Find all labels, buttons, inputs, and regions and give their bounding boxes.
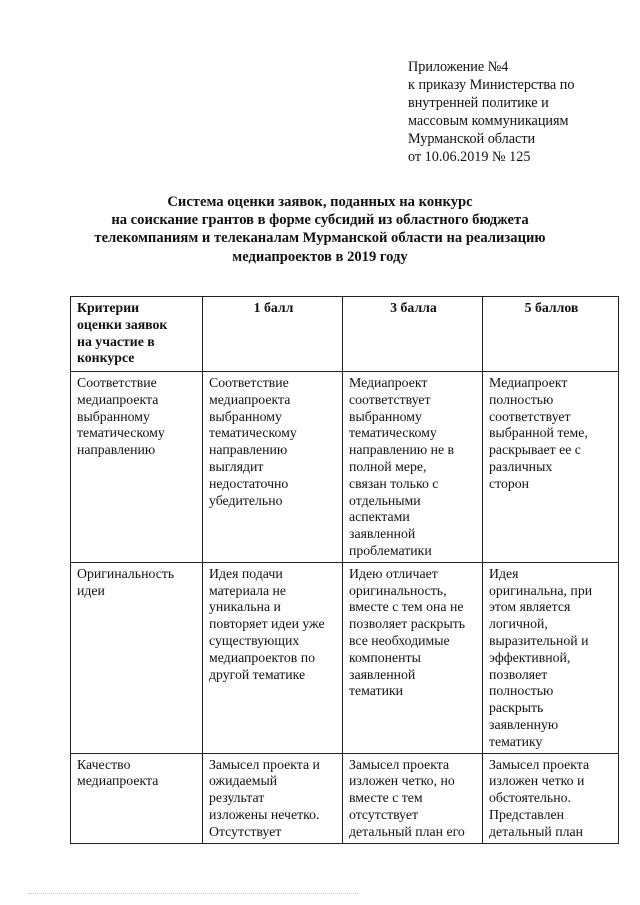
cell-text-line: тематику <box>489 733 543 749</box>
cell-text-line: убедительно <box>209 492 283 508</box>
cell-text-line: выбранному <box>77 408 150 424</box>
cell-text-line: медиапроекта <box>77 773 159 789</box>
appendix-line: к приказу Министерства по <box>408 77 575 94</box>
cell-text-line: проблематики <box>349 542 432 558</box>
cell-text-line: компоненты <box>349 649 421 665</box>
cell-text-line: Качество <box>77 756 131 772</box>
title-line: на соискание грантов в форме субсидий из областного бюджета <box>111 212 529 229</box>
cell-text-line: оригинальна, при <box>489 582 593 598</box>
cell-text-line: логичной, <box>489 616 548 632</box>
cell-text-line: Идею отличает <box>349 565 438 581</box>
cell-text-line: эффективной, <box>489 649 571 665</box>
cell-text-line: другой тематике <box>209 666 306 682</box>
cell-text-line: связан только с <box>349 475 439 491</box>
cell-text-line: недостаточно <box>209 475 289 491</box>
score-description-cell <box>203 562 343 753</box>
criterion-cell <box>71 372 203 563</box>
cell-text-line: Замысел проекта и <box>209 756 320 772</box>
cell-text-line: Представлен <box>489 806 564 822</box>
cell-text-line: выбранному <box>209 408 282 424</box>
cell-text-line: Идея подачи <box>209 565 283 581</box>
cell-text-line: позволяет <box>489 666 548 682</box>
cell-text-line: направлению <box>77 442 156 458</box>
cell-text-line: Соответствие <box>209 375 289 390</box>
header-line: на участие в <box>77 333 155 349</box>
score-description-cell <box>203 372 343 563</box>
cell-text-line: вместе с тем она не <box>349 599 464 615</box>
cell-text-line: соответствует <box>489 408 571 424</box>
cell-text-line: аспектами <box>349 509 410 525</box>
cell-text-line: заявленной <box>349 666 416 682</box>
title-line: телекомпаниям и телеканалам Мурманской области на реализацию <box>94 230 546 247</box>
header-line: конкурсе <box>77 350 135 366</box>
document-title <box>40 193 600 266</box>
cell-text-line: медиапроекта <box>209 391 291 407</box>
cell-text-line: полностью <box>489 683 554 699</box>
header-score-3 <box>343 297 483 372</box>
table-row <box>71 372 619 563</box>
cell-text-line: вместе с тем <box>349 790 423 806</box>
cell-text-line: позволяет раскрыть <box>349 616 466 632</box>
cell-text-line: изложен четко и <box>489 773 585 789</box>
scan-artifact <box>28 893 358 898</box>
cell-text-line: направлению <box>209 442 288 458</box>
header-line: Критерии <box>77 300 140 315</box>
cell-text-line: отсутствует <box>349 806 419 822</box>
cell-text-line: заявленной <box>349 526 416 542</box>
cell-text-line: тематическому <box>349 425 437 441</box>
cell-text-line: Замысел проекта <box>349 756 450 772</box>
evaluation-table <box>70 296 619 844</box>
cell-text-line: отдельными <box>349 492 421 508</box>
title-line: медиапроектов в 2019 году <box>232 248 408 265</box>
cell-text-line: материала не <box>209 582 287 598</box>
cell-text-line: выбранному <box>349 408 422 424</box>
appendix-line: Мурманской области <box>408 131 536 148</box>
cell-text-line: существующих <box>209 632 300 648</box>
cell-text-line: выразительной и <box>489 632 589 648</box>
cell-text-line: детальный план его <box>349 823 465 839</box>
cell-text-line: сторон <box>489 475 530 491</box>
cell-text-line: оригинальность, <box>349 582 447 598</box>
cell-text-line: Медиапроект <box>489 375 568 390</box>
header-score-1 <box>203 297 343 372</box>
cell-text-line: раскрыть <box>489 700 544 716</box>
score-description-cell <box>483 562 619 753</box>
cell-text-line: заявленную <box>489 716 559 732</box>
cell-text-line: выбранной теме, <box>489 425 588 441</box>
cell-text-line: полной мере, <box>349 458 427 474</box>
cell-text-line: направлению не в <box>349 442 455 458</box>
score-description-cell <box>343 562 483 753</box>
header-score-5 <box>483 297 619 372</box>
table-row <box>71 753 619 843</box>
cell-text-line: медиапроектов по <box>209 649 316 665</box>
score-description-cell <box>483 753 619 843</box>
header-line: оценки заявок <box>77 316 168 332</box>
cell-text-line: тематическому <box>209 425 297 441</box>
header-criteria <box>71 297 203 372</box>
header-line: 3 балла <box>390 300 437 315</box>
cell-text-line: соответствует <box>349 391 431 407</box>
appendix-line: от 10.06.2019 № 125 <box>408 149 531 166</box>
cell-text-line: различных <box>489 458 553 474</box>
cell-text-line: этом является <box>489 599 571 615</box>
criterion-cell <box>71 753 203 843</box>
appendix-line: Приложение №4 <box>408 59 509 75</box>
header-line: 5 баллов <box>524 300 579 315</box>
score-description-cell <box>343 753 483 843</box>
cell-text-line: Медиапроект <box>349 375 428 390</box>
cell-text-line: повторяет идеи уже <box>209 616 325 632</box>
cell-text-line: идеи <box>77 582 105 598</box>
score-description-cell <box>483 372 619 563</box>
score-description-cell <box>343 372 483 563</box>
cell-text-line: обстоятельно. <box>489 790 571 806</box>
cell-text-line: детальный план <box>489 823 584 839</box>
table-body <box>71 372 619 844</box>
cell-text-line: полностью <box>489 391 554 407</box>
criterion-cell <box>71 562 203 753</box>
cell-text-line: Замысел проекта <box>489 756 590 772</box>
cell-text-line: Идея <box>489 565 519 581</box>
cell-text-line: раскрывает ее с <box>489 442 581 458</box>
header-line: 1 балл <box>253 300 294 315</box>
table-row <box>71 562 619 753</box>
table-header-row <box>71 297 619 372</box>
cell-text-line: уникальна и <box>209 599 281 615</box>
cell-text-line: выглядит <box>209 458 264 474</box>
cell-text-line: тематическому <box>77 425 165 441</box>
title-line: Система оценки заявок, поданных на конкурс <box>167 194 473 210</box>
appendix-note <box>408 58 630 167</box>
cell-text-line: Оригинальность <box>77 565 175 581</box>
cell-text-line: Отсутствует <box>209 823 282 839</box>
cell-text-line: медиапроекта <box>77 391 159 407</box>
cell-text-line: все необходимые <box>349 632 450 648</box>
appendix-line: массовым коммуникациям <box>408 113 569 130</box>
appendix-line: внутренней политике и <box>408 95 549 112</box>
cell-text-line: результат <box>209 790 265 806</box>
cell-text-line: изложены нечетко. <box>209 806 320 822</box>
cell-text-line: тематики <box>349 683 404 699</box>
score-description-cell <box>203 753 343 843</box>
cell-text-line: Соответствие <box>77 375 157 390</box>
cell-text-line: изложен четко, но <box>349 773 455 789</box>
cell-text-line: ожидаемый <box>209 773 278 789</box>
